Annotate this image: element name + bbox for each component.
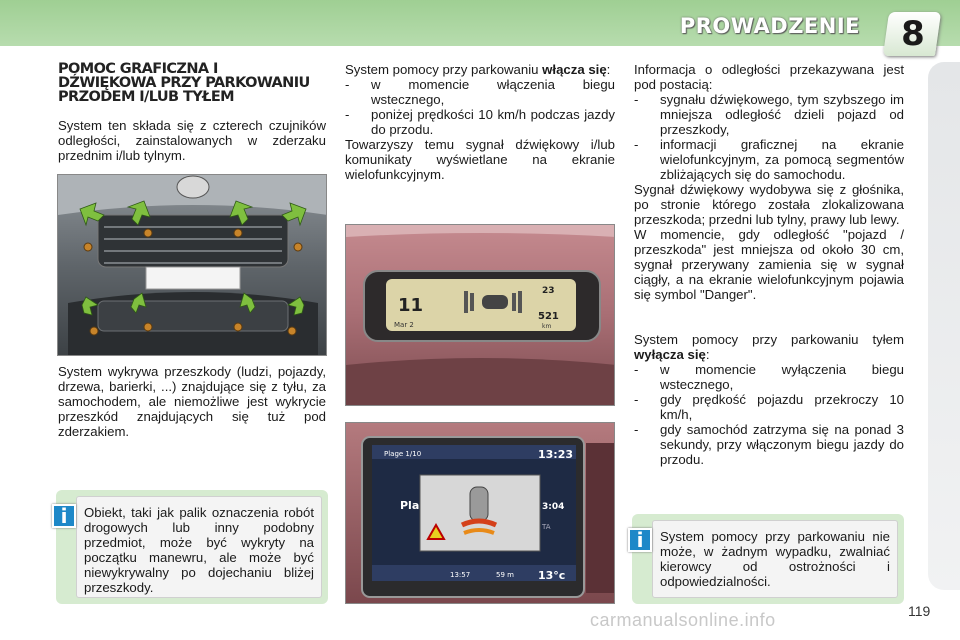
screen-illustration xyxy=(346,423,615,604)
detects-paragraph: System wykrywa przeszkody (ludzi, pojazdy, drzewa, barierki, ...) znajdujące się z tyłu, za samochodem, ale niemożliwe jest wykrycie przeszkód znajdujących się tuż pod zderzakiem. xyxy=(58,364,326,439)
list-item: - gdy samochód zatrzyma się na ponad 3 sekundy, przy włączonym biegu jazdy do przodu. xyxy=(634,422,904,467)
bumper-sensors-photo xyxy=(57,174,327,356)
cluster-right-top: 23 xyxy=(542,286,555,296)
list-item: - w momencie wyłączenia biegu wstecznego, xyxy=(634,362,904,392)
danger-paragraph: W momencie, gdy odległość "pojazd / przeszkoda" jest mniejsza od około 30 cm, sygnał przerywany zamienia się w sygnał ciągły, a na ekranie wielofunkcyjnym pojawia się symbol "Danger". xyxy=(634,227,904,302)
info-box-left xyxy=(56,490,328,604)
screen-right-value: 3:04 xyxy=(542,502,565,512)
info-icon: i xyxy=(628,528,652,552)
column-left xyxy=(58,62,326,163)
instrument-cluster-photo xyxy=(345,224,615,406)
heading-line-2: DŹWIĘKOWA PRZY PARKOWANIU xyxy=(58,75,310,91)
section-heading xyxy=(58,62,326,104)
screen-right-label: TA xyxy=(542,523,551,531)
column-right xyxy=(634,62,904,302)
list-item: - poniżej prędkości 10 km/h podczas jazdy do przodu. xyxy=(345,107,615,137)
info-box-left-text: Obiekt, taki jak palik oznaczenia robót drogowych lub inny podobny przedmiot, może być wykryty na początku manewru, ale może być niewykrywalny po dojechaniu bliżej przeszkody. xyxy=(76,496,322,598)
deactivation-suffix: : xyxy=(705,347,710,362)
bumper-illustration xyxy=(58,175,327,356)
heading-line-1: POMOC GRAFICZNA I xyxy=(58,61,218,77)
intro-paragraph: System ten składa się z czterech czujników odległości, zainstalowanych w zderzaku przednim i/lub tylnym. xyxy=(58,118,326,163)
deactivation-paragraph xyxy=(634,332,904,362)
cluster-right-mid: 521 xyxy=(538,311,559,322)
screen-page: Plage 1/10 xyxy=(384,450,422,458)
cluster-small-text: Mar 2 xyxy=(394,321,414,329)
list-item: - w momencie włączenia biegu wstecznego, xyxy=(345,77,615,107)
list-item: - sygnału dźwiękowego, tym szybszego im mniejsza odległość dzieli pojazd od przeszkody, xyxy=(634,92,904,137)
screen-bottom-time: 13:57 xyxy=(450,571,471,579)
deactivation-bold: wyłącza się xyxy=(634,347,706,362)
list-item: - informacji graficznej na ekranie wielofunkcyjnym, za pomocą segmentów zbliżających się do samochodu. xyxy=(634,137,904,182)
watermark: carmanualsonline.info xyxy=(590,610,776,630)
screen-bottom-distance: 59 m xyxy=(496,571,514,579)
activation-paragraph xyxy=(345,62,615,77)
deactivation-prefix: System pomocy przy parkowaniu tyłem xyxy=(634,332,904,347)
info-intro-paragraph: Informacja o odległości przekazywana jest pod postacią: xyxy=(634,62,904,92)
multifunction-screen-photo xyxy=(345,422,615,604)
column-middle xyxy=(345,62,615,182)
page-edge-rail xyxy=(928,62,960,590)
activation-suffix: : xyxy=(606,62,611,77)
cluster-right-unit: km xyxy=(542,323,552,330)
list-item: - gdy prędkość pojazdu przekroczy 10 km/h, xyxy=(634,392,904,422)
speaker-paragraph: Sygnał dźwiękowy wydobywa się z głośnika, po stronie którego została zlokalizowana przeszkoda; przedni lub tylny, prawy lub lewy. xyxy=(634,182,904,227)
page-title: PROWADZENIE xyxy=(679,14,860,38)
screen-left-label: Pla xyxy=(400,499,420,512)
info-icon: i xyxy=(52,504,76,528)
info-box-right-text: System pomocy przy parkowaniu nie może, w żadnym wypadku, zwalniać kierowcy od ostrożności i odpowiedzialności. xyxy=(652,520,898,598)
page-number: 119 xyxy=(908,603,931,619)
activation-prefix: System pomocy przy parkowaniu xyxy=(345,62,543,77)
screen-temperature: 13°c xyxy=(538,569,566,582)
chapter-number: 8 xyxy=(901,14,925,54)
info-box-right xyxy=(632,514,904,604)
column-right-lower xyxy=(634,332,904,467)
cluster-big-number: 11 xyxy=(398,295,424,316)
heading-line-3: PRZODEM I/LUB TYŁEM xyxy=(58,89,234,105)
cluster-illustration xyxy=(346,225,615,406)
signal-paragraph: Towarzyszy temu sygnał dźwiękowy i/lub komunikaty wyświetlane na ekranie wielofunkcyjnym. xyxy=(345,137,615,182)
screen-time: 13:23 xyxy=(538,448,574,461)
activation-bold: włącza się xyxy=(542,62,607,77)
column-left-lower xyxy=(58,364,326,439)
